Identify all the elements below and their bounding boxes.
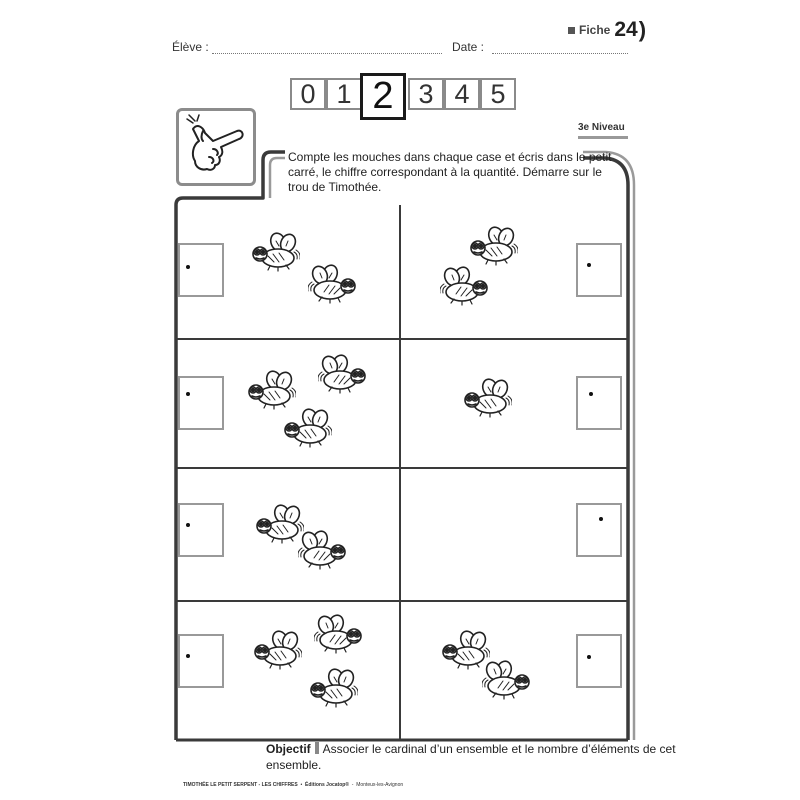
- start-hole-dot: [186, 392, 190, 396]
- answer-box[interactable]: [178, 243, 224, 297]
- objective-text: Associer le cardinal d’un ensemble et le nombre d’éléments de cet ensemble.: [266, 742, 676, 772]
- date-label: Date :: [452, 40, 485, 54]
- digit-0: 0: [290, 78, 326, 110]
- start-hole-dot: [186, 265, 190, 269]
- fiche-paren: ): [638, 17, 647, 42]
- fly-icon: [306, 668, 358, 713]
- fiche-number: 24: [614, 18, 638, 41]
- instruction-text: Compte les mouches dans chaque case et écris dans le petit carré, le chiffre correspondant à la quantité. Démarre sur le trou de Timothée.: [288, 150, 612, 194]
- answer-box[interactable]: [178, 503, 224, 557]
- start-hole-dot: [587, 263, 591, 267]
- start-hole-dot: [587, 655, 591, 659]
- footer-series: TIMOTHÉE LE PETIT SERPENT - LES CHIFFRES: [183, 782, 298, 788]
- fiche-word: Fiche: [579, 23, 611, 37]
- digit-4: 4: [444, 78, 480, 110]
- answer-box[interactable]: [178, 634, 224, 688]
- start-hole-dot: [186, 654, 190, 658]
- answer-box[interactable]: [178, 376, 224, 430]
- fly-icon: [318, 354, 370, 399]
- objective-bar-icon: [315, 742, 319, 754]
- fly-icon: [298, 530, 350, 575]
- fly-icon: [482, 660, 534, 705]
- answer-box[interactable]: [576, 243, 622, 297]
- student-label: Élève :: [172, 40, 209, 54]
- level-label: 3e Niveau: [578, 122, 625, 133]
- answer-box[interactable]: [576, 376, 622, 430]
- digit-2-highlighted: 2: [360, 73, 406, 120]
- fly-icon: [308, 264, 360, 309]
- objective-block: [266, 741, 706, 773]
- fly-icon: [460, 378, 512, 423]
- start-hole-dot: [589, 392, 593, 396]
- answer-box[interactable]: [576, 503, 622, 557]
- fly-icon: [314, 614, 366, 659]
- footer-publisher: Éditions Jocatop®: [305, 782, 350, 788]
- answer-box[interactable]: [576, 634, 622, 688]
- start-hole-dot: [186, 523, 190, 527]
- fly-icon: [466, 226, 518, 271]
- digit-3: 3: [408, 78, 444, 110]
- digit-1: 1: [326, 78, 362, 110]
- fly-icon: [252, 504, 304, 549]
- fly-icon: [248, 232, 300, 277]
- footer: TIMOTHÉE LE PETIT SERPENT - LES CHIFFRES • Éditions Jocatop® - Monteux-les-Avignon: [183, 782, 404, 788]
- fly-icon: [250, 630, 302, 675]
- objective-label: Objectif: [266, 742, 311, 756]
- footer-location: Monteux-les-Avignon: [356, 782, 404, 788]
- fly-icon: [440, 266, 492, 311]
- digit-5: 5: [480, 78, 516, 110]
- start-hole-dot: [599, 517, 603, 521]
- fly-icon: [280, 408, 332, 453]
